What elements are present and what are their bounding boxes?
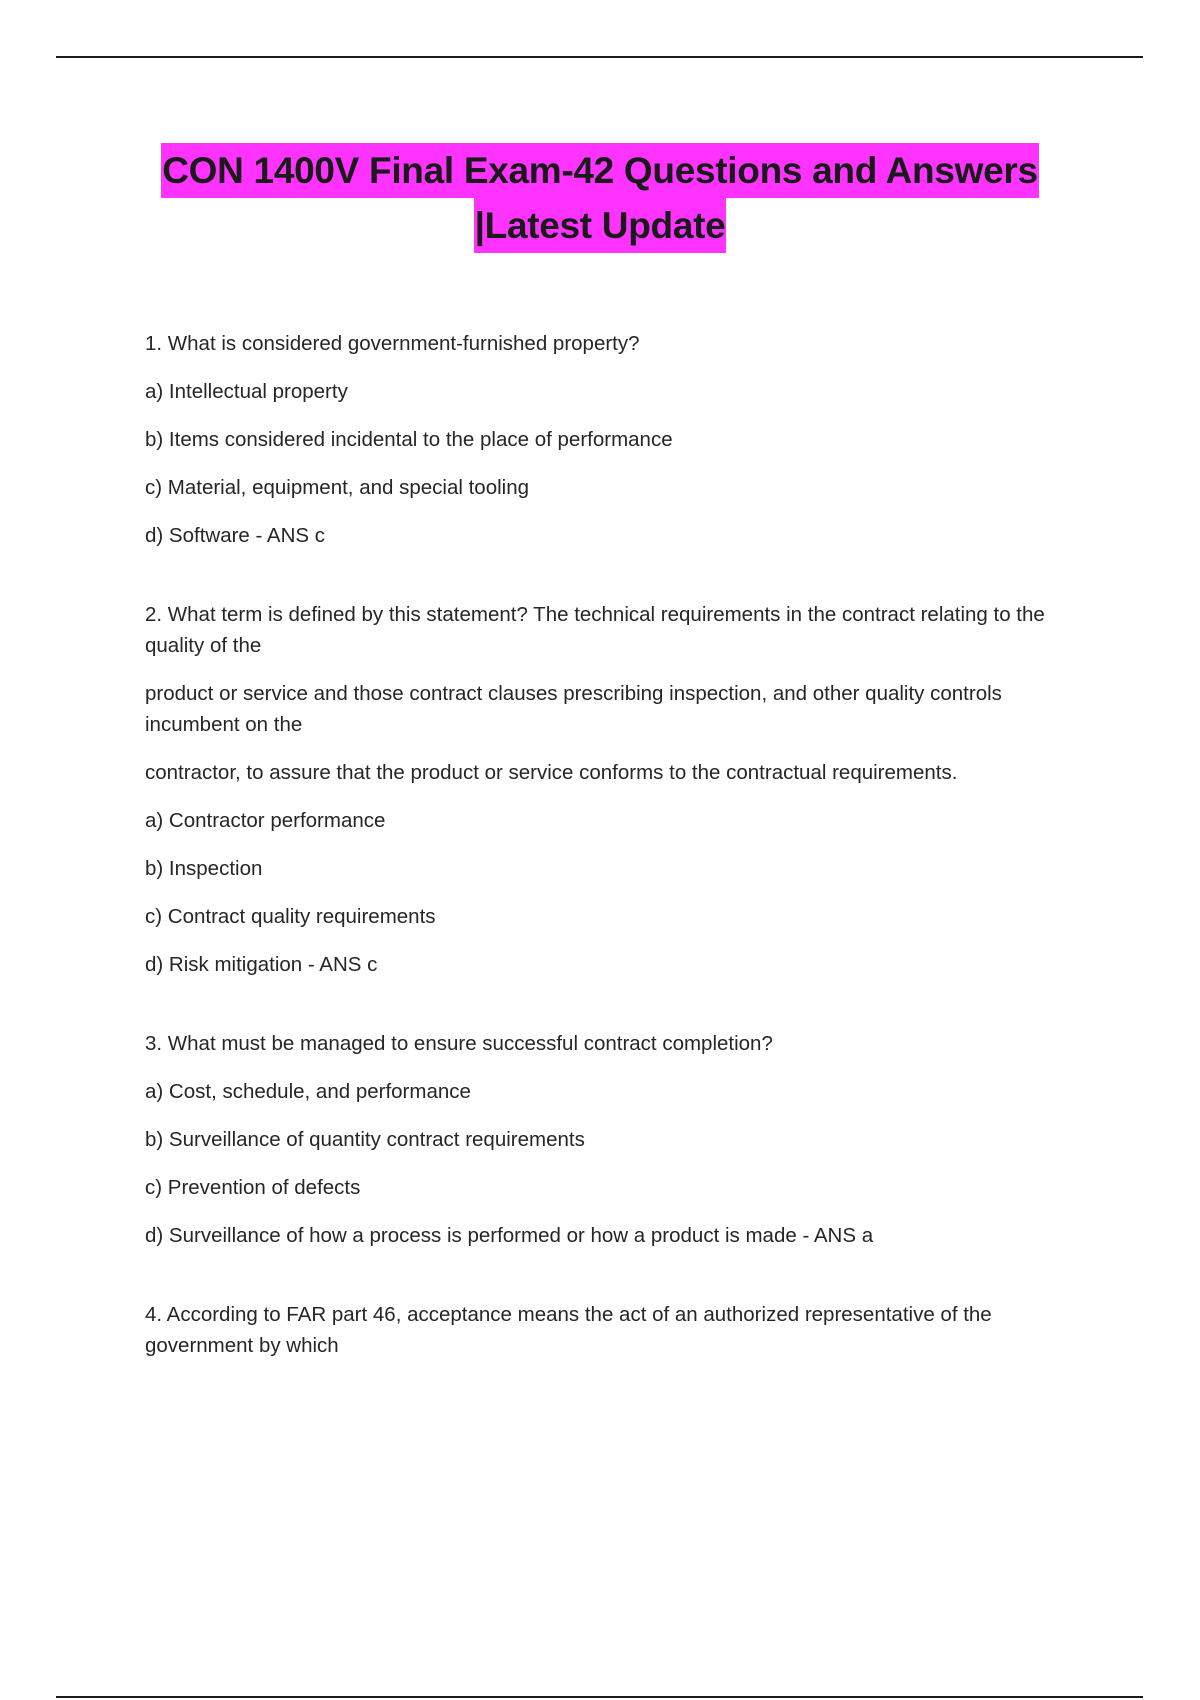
question-text: 4. According to FAR part 46, acceptance means the act of an authorized representative of the government by which	[145, 1303, 992, 1357]
answer-option-c: c) Prevention of defects	[145, 1176, 361, 1199]
question-text: 3. What must be managed to ensure successful contract completion?	[145, 1032, 773, 1055]
answer-option-c: c) Contract quality requirements	[145, 905, 436, 928]
question-2	[145, 599, 1085, 980]
title-line-2: |Latest Update	[474, 198, 727, 253]
answer-option-a: a) Intellectual property	[145, 380, 348, 403]
answer-option-b: b) Surveillance of quantity contract requirements	[145, 1128, 585, 1151]
answer-option-d: d) Software - ANS c	[145, 524, 326, 547]
answer-option-a: a) Cost, schedule, and performance	[145, 1080, 471, 1103]
title-line-1: CON 1400V Final Exam-42 Questions and Answers	[161, 143, 1039, 198]
bottom-rule	[56, 1696, 1143, 1698]
document-title	[100, 143, 1100, 253]
question-4	[145, 1299, 1085, 1361]
question-text: 1. What is considered government-furnished property?	[145, 332, 640, 355]
answer-option-b: b) Inspection	[145, 857, 263, 880]
answer-option-b: b) Items considered incidental to the place of performance	[145, 428, 673, 451]
question-text-continued: contractor, to assure that the product or service conforms to the contractual requirements.	[145, 761, 958, 784]
answer-option-d: d) Risk mitigation - ANS c	[145, 953, 378, 976]
answer-option-c: c) Material, equipment, and special tooling	[145, 476, 530, 499]
question-list	[145, 328, 1085, 1378]
answer-option-d: d) Surveillance of how a process is performed or how a product is made - ANS a	[145, 1224, 874, 1247]
question-1	[145, 328, 1085, 551]
question-text: 2. What term is defined by this statement? The technical requirements in the contract relating to the quality of the	[145, 603, 1045, 657]
top-rule	[56, 56, 1143, 58]
question-text-continued: product or service and those contract clauses prescribing inspection, and other quality controls incumbent on the	[145, 682, 1002, 736]
answer-option-a: a) Contractor performance	[145, 809, 386, 832]
question-3	[145, 1028, 1085, 1251]
